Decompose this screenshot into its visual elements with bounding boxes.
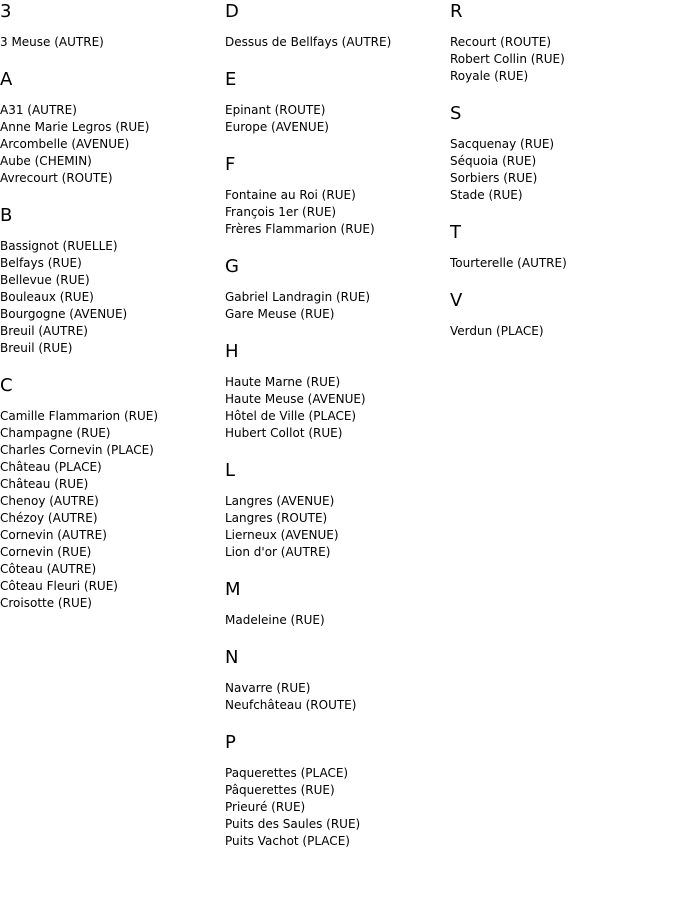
street-link[interactable]: Verdun (PLACE) <box>450 324 544 338</box>
letter-section <box>225 578 450 629</box>
letter-heading: 3 <box>0 1 12 22</box>
street-link[interactable]: Epinant (ROUTE) <box>225 103 326 117</box>
street-link[interactable]: Bellevue (RUE) <box>0 273 90 287</box>
street-link[interactable]: Navarre (RUE) <box>225 681 311 695</box>
street-list <box>0 408 225 612</box>
street-link[interactable]: Cornevin (RUE) <box>0 545 92 559</box>
street-link[interactable]: Château (RUE) <box>0 477 89 491</box>
street-list <box>0 102 225 187</box>
street-link[interactable]: Breuil (AUTRE) <box>0 324 88 338</box>
letter-section <box>450 0 675 85</box>
letter-section <box>225 0 450 51</box>
street-link[interactable]: Champagne (RUE) <box>0 426 111 440</box>
street-link[interactable]: Lierneux (AVENUE) <box>225 528 339 542</box>
letter-section <box>225 68 450 136</box>
letter-section <box>225 459 450 561</box>
letter-heading: B <box>0 205 13 226</box>
letter-heading: R <box>450 1 463 22</box>
letter-section <box>450 221 675 272</box>
street-link[interactable]: Frères Flammarion (RUE) <box>225 222 375 236</box>
street-list <box>225 374 450 442</box>
street-link[interactable]: Château (PLACE) <box>0 460 102 474</box>
letter-heading: G <box>225 256 239 277</box>
letter-section <box>450 289 675 340</box>
street-link[interactable]: Séquoia (RUE) <box>450 154 537 168</box>
street-list <box>0 34 225 51</box>
letter-heading: F <box>225 154 236 175</box>
street-link[interactable]: Neufchâteau (ROUTE) <box>225 698 357 712</box>
street-link[interactable]: Haute Meuse (AVENUE) <box>225 392 366 406</box>
street-link[interactable]: Côteau Fleuri (RUE) <box>0 579 118 593</box>
street-link[interactable]: Camille Flammarion (RUE) <box>0 409 159 423</box>
street-link[interactable]: Pâquerettes (RUE) <box>225 783 335 797</box>
letter-heading: C <box>0 375 13 396</box>
street-link[interactable]: Hôtel de Ville (PLACE) <box>225 409 357 423</box>
letter-heading: E <box>225 69 237 90</box>
street-link[interactable]: Croisotte (RUE) <box>0 596 92 610</box>
street-list <box>450 34 675 85</box>
street-link[interactable]: Bouleaux (RUE) <box>0 290 94 304</box>
street-link[interactable]: Puits Vachot (PLACE) <box>225 834 350 848</box>
street-link[interactable]: Sorbiers (RUE) <box>450 171 538 185</box>
letter-heading: L <box>225 460 236 481</box>
letter-heading: H <box>225 341 239 362</box>
street-list <box>225 187 450 238</box>
street-link[interactable]: Fontaine au Roi (RUE) <box>225 188 356 202</box>
letter-heading: N <box>225 647 239 668</box>
street-link[interactable]: Royale (RUE) <box>450 69 529 83</box>
letter-section <box>225 340 450 442</box>
letter-section <box>0 0 225 51</box>
letter-section <box>0 204 225 357</box>
street-link[interactable]: Europe (AVENUE) <box>225 120 329 134</box>
street-link[interactable]: Langres (ROUTE) <box>225 511 328 525</box>
letter-section <box>225 731 450 850</box>
street-link[interactable]: Avrecourt (ROUTE) <box>0 171 113 185</box>
street-link[interactable]: Chézoy (AUTRE) <box>0 511 98 525</box>
index-column <box>450 0 675 357</box>
street-list <box>225 612 450 629</box>
letter-heading: S <box>450 103 462 124</box>
street-list <box>450 255 675 272</box>
street-list <box>0 238 225 357</box>
letter-heading: V <box>450 290 463 311</box>
street-list <box>225 493 450 561</box>
street-link[interactable]: Sacquenay (RUE) <box>450 137 555 151</box>
street-link[interactable]: Arcombelle (AVENUE) <box>0 137 130 151</box>
street-list <box>225 34 450 51</box>
letter-heading: D <box>225 1 239 22</box>
street-list <box>225 680 450 714</box>
street-link[interactable]: A31 (AUTRE) <box>0 103 77 117</box>
street-link[interactable]: Langres (AVENUE) <box>225 494 335 508</box>
street-link[interactable]: Cornevin (AUTRE) <box>0 528 107 542</box>
letter-section <box>225 255 450 323</box>
index-column <box>0 0 225 629</box>
street-link[interactable]: Hubert Collot (RUE) <box>225 426 343 440</box>
street-link[interactable]: Recourt (ROUTE) <box>450 35 552 49</box>
letter-section <box>225 153 450 238</box>
street-link[interactable]: Madeleine (RUE) <box>225 613 325 627</box>
letter-heading: T <box>450 222 461 243</box>
street-link[interactable]: Gare Meuse (RUE) <box>225 307 335 321</box>
street-list <box>225 289 450 323</box>
letter-section <box>450 102 675 204</box>
street-list <box>450 323 675 340</box>
street-link[interactable]: Tourterelle (AUTRE) <box>450 256 567 270</box>
street-link[interactable]: Breuil (RUE) <box>0 341 73 355</box>
street-link[interactable]: Stade (RUE) <box>450 188 523 202</box>
street-link[interactable]: Belfays (RUE) <box>0 256 82 270</box>
letter-heading: A <box>0 69 13 90</box>
street-link[interactable]: Lion d'or (AUTRE) <box>225 545 331 559</box>
letter-section <box>225 646 450 714</box>
street-link[interactable]: Bourgogne (AVENUE) <box>0 307 128 321</box>
street-link[interactable]: Robert Collin (RUE) <box>450 52 565 66</box>
letter-heading: M <box>225 579 241 600</box>
street-link[interactable]: Paquerettes (PLACE) <box>225 766 349 780</box>
index-column <box>225 0 450 867</box>
street-link[interactable]: Haute Marne (RUE) <box>225 375 341 389</box>
street-list <box>450 136 675 204</box>
letter-section <box>0 68 225 187</box>
street-link[interactable]: François 1er (RUE) <box>225 205 337 219</box>
street-list <box>225 102 450 136</box>
street-link[interactable]: Anne Marie Legros (RUE) <box>0 120 150 134</box>
street-link[interactable]: Côteau (AUTRE) <box>0 562 97 576</box>
street-link[interactable]: Bassignot (RUELLE) <box>0 239 118 253</box>
street-link[interactable]: Chenoy (AUTRE) <box>0 494 99 508</box>
letter-section <box>0 374 225 612</box>
street-link[interactable]: Puits des Saules (RUE) <box>225 817 361 831</box>
street-list <box>225 765 450 850</box>
street-link[interactable]: 3 Meuse (AUTRE) <box>0 35 104 49</box>
street-link[interactable]: Aube (CHEMIN) <box>0 154 92 168</box>
street-link[interactable]: Prieuré (RUE) <box>225 800 306 814</box>
street-link[interactable]: Charles Cornevin (PLACE) <box>0 443 154 457</box>
letter-heading: P <box>225 732 236 753</box>
street-link[interactable]: Gabriel Landragin (RUE) <box>225 290 371 304</box>
street-link[interactable]: Dessus de Bellfays (AUTRE) <box>225 35 392 49</box>
